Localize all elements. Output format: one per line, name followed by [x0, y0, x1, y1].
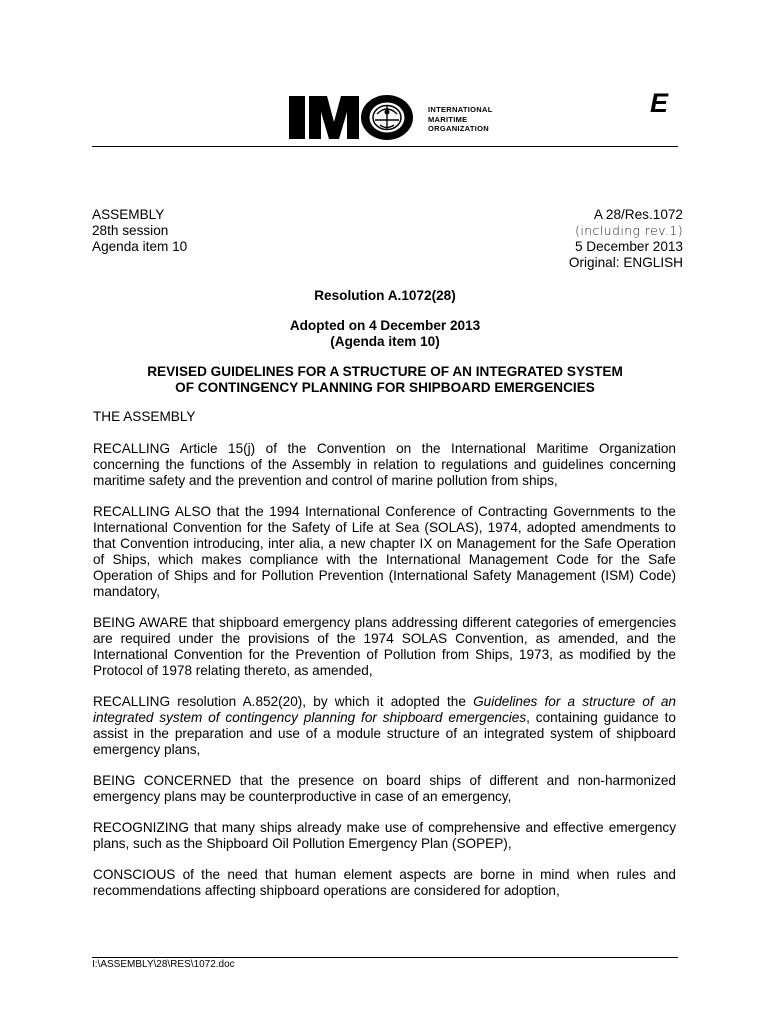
- paragraph: BEING CONCERNED that the presence on board ships of different and non-harmonized emergency plans may be counterproductive in case of an emergency,: [93, 773, 676, 804]
- logo-wordmark: [428, 105, 493, 134]
- language-code: E: [650, 88, 669, 118]
- adoption-agenda: (Agenda item 10): [330, 334, 440, 349]
- document-date: 5 December 2013: [574, 239, 683, 254]
- main-title: [92, 364, 678, 396]
- preamble-heading: THE ASSEMBLY: [93, 409, 196, 424]
- imo-logo-mark: [287, 92, 427, 144]
- adoption-info: [92, 318, 678, 350]
- resolution-title: Resolution A.1072(28): [314, 288, 456, 303]
- main-title-line: REVISED GUIDELINES FOR A STRUCTURE OF AN INTEGRATED SYSTEM: [147, 364, 623, 379]
- logo-line: INTERNATIONAL: [428, 105, 493, 114]
- main-title-line: OF CONTINGENCY PLANNING FOR SHIPBOARD EMERGENCIES: [175, 380, 595, 395]
- preamble-body: [93, 409, 676, 914]
- session-info: [92, 207, 187, 255]
- document-reference: [569, 207, 683, 271]
- document-symbol: A 28/Res.1072: [593, 207, 683, 222]
- paragraph: [93, 694, 676, 758]
- original-language: Original: ENGLISH: [568, 255, 683, 270]
- logo-line: ORGANIZATION: [428, 124, 489, 133]
- paragraph: RECALLING Article 15(j) of the Convention on the International Maritime Organization concerning the functions of the Assembly in relation to regulations and guidelines concerning maritime safety and the prevention and control of marine pollution from ships,: [93, 441, 676, 488]
- logo-line: MARITIME: [428, 114, 468, 124]
- paragraph-text: , containing guidance to assist in the preparation and use of a module structure of an integrated system of shipboard emergency plans,: [93, 710, 676, 757]
- session-label: 28th session: [92, 223, 169, 238]
- footer-rule: [92, 957, 678, 958]
- file-path-footer: I:\ASSEMBLY\28\RES\1072.doc: [92, 959, 235, 970]
- paragraph: BEING AWARE that shipboard emergency plans addressing different categories of emergencies are required under the provisions of the 1974 SOLAS Convention, as amended, and the International Convention for the Prevention of Pollution from Ships, 1973, as modified by the Protocol of 1978 relating thereto, as amended,: [93, 615, 676, 678]
- paragraph: RECOGNIZING that many ships already make use of comprehensive and effective emergency plans, such as the Shipboard Oil Pollution Emergency Plan (SOPEP),: [93, 820, 676, 851]
- revision-note: (including rev.1): [575, 223, 683, 238]
- body-label: ASSEMBLY: [92, 207, 165, 222]
- agenda-item-label: Agenda item 10: [92, 239, 188, 254]
- document-header: [0, 0, 768, 150]
- imo-logo: [287, 92, 515, 144]
- paragraph: CONSCIOUS of the need that human element aspects are borne in mind when rules and recommendations affecting shipboard operations are considered for adoption,: [93, 867, 676, 898]
- paragraph: RECALLING ALSO that the 1994 International Conference of Contracting Governments to the International Convention for the Safety of Life at Sea (SOLAS), 1974, adopted amendments to that Convention introducing, inter alia, a new chapter IX on Management for the Safe Operation of Ships, which makes compliance with the International Management Code for the Safe Operation of Ships and for Pollution Prevention (International Safety Management (ISM) Code) mandatory,: [93, 504, 676, 599]
- adoption-date: Adopted on 4 December 2013: [289, 318, 481, 333]
- header-rule: [92, 146, 678, 147]
- paragraph-text: RECALLING resolution A.852(20), by which it adopted the: [93, 694, 474, 709]
- guidelines-title: Guidelines for a structure of an integrated system of contingency planning for shipboard emergencies: [93, 694, 676, 725]
